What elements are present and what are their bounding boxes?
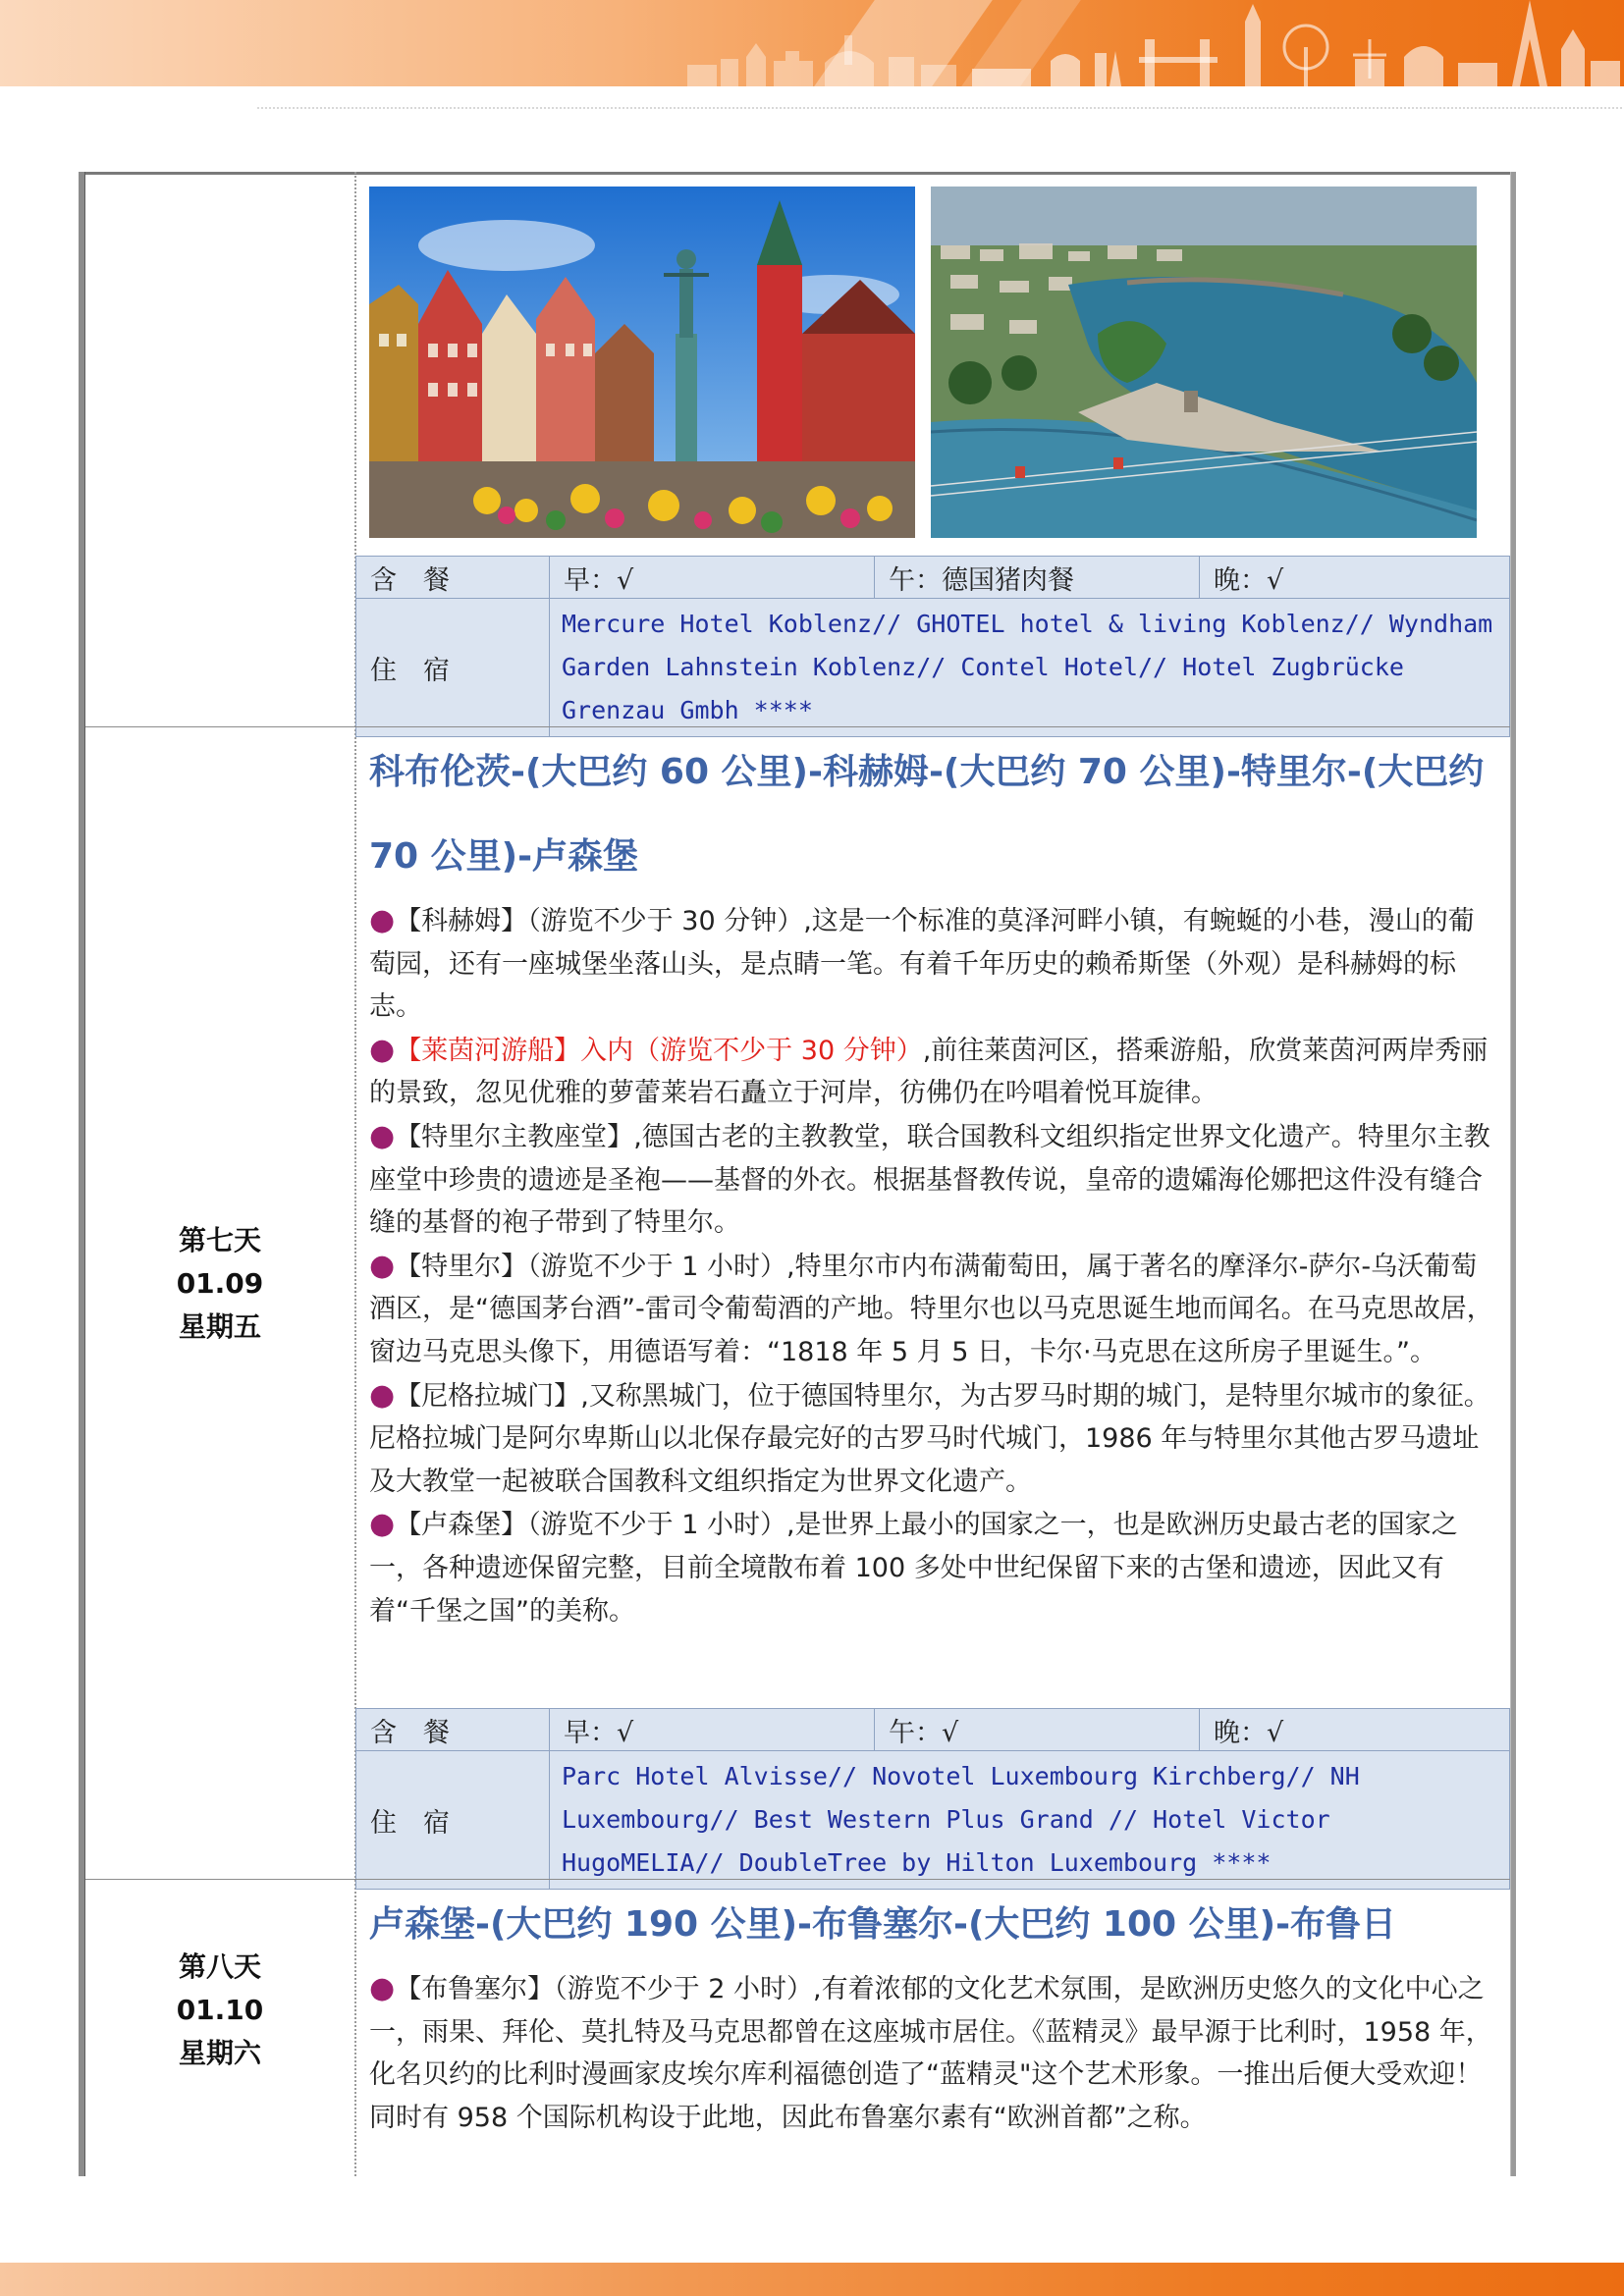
bullet-icon: ● xyxy=(369,1248,396,1283)
row-divider xyxy=(85,726,1510,727)
item-text: （游览不少于 30 分钟）,这是一个标准的莫泽河畔小镇，有蜿蜒的小巷，漫山的葡萄园，还有一座城堡坐落山头，是点睛一笔。有着千年历史的赖希斯堡（外观）是科赫姆的标志。 xyxy=(369,906,1475,1023)
footer-bar xyxy=(0,2263,1624,2296)
bullet-icon: ● xyxy=(369,1118,396,1153)
bullet-icon: ● xyxy=(369,1507,396,1542)
meals-hotel-table xyxy=(355,1708,1510,1890)
meals-hotel-table-top xyxy=(355,556,1510,737)
hotel-list: Mercure Hotel Koblenz// GHOTEL hotel & living Koblenz// Wyndham Garden Lahnstein Koblenz// Contel Hotel// Hotel Zugbrücke Grenzau Gmbh **** xyxy=(550,599,1510,737)
dinner-cell: 晚：√ xyxy=(1200,1709,1510,1751)
hotel-row xyxy=(356,1751,1510,1890)
bullet-icon: ● xyxy=(369,903,396,937)
day-weekday: 星期五 xyxy=(178,1310,261,1343)
breakfast-cell: 早：√ xyxy=(550,557,875,599)
meals-row xyxy=(356,1709,1510,1751)
itinerary-item xyxy=(369,1374,1500,1504)
table-right-border xyxy=(1510,172,1516,2176)
day8-label xyxy=(85,1946,354,2075)
day-weekday: 星期六 xyxy=(178,2037,261,2069)
itinerary-item xyxy=(369,1245,1500,1374)
itinerary-item xyxy=(369,1029,1500,1115)
item-text: ,前往莱茵河区，搭乘游船，欣赏莱茵河两岸秀丽的景致，忽见优雅的萝蕾莱岩石矗立于河岸，彷佛仍在吟唱着悦耳旋律。 xyxy=(369,1035,1489,1109)
itinerary-item xyxy=(369,899,1500,1029)
item-text: ,又称黑城门，位于德国特里尔，为古罗马时期的城门，是特里尔城市的象征。尼格拉城门是阿尔卑斯山以北保存最完好的古罗马时代城门，1986 年与特里尔其他古罗马遗址及大教堂一起被联合国教科文组织指定为世界文化遗产。 xyxy=(369,1380,1490,1497)
day8-itinerary xyxy=(369,1967,1500,2139)
day-date: 01.10 xyxy=(176,1994,264,2026)
koblenz-deutsches-eck-photo xyxy=(931,187,1477,538)
day-number: 第八天 xyxy=(178,1950,261,1983)
day8-route-title: 卢森堡-(大巴约 190 公里)-布鲁塞尔-(大巴约 100 公里)-布鲁日 xyxy=(369,1904,1397,1945)
meals-label: 含 餐 xyxy=(356,557,550,599)
item-title: 【特里尔】 xyxy=(395,1251,528,1282)
header-banner xyxy=(0,0,1624,86)
dinner-cell: 晚：√ xyxy=(1200,557,1510,599)
bullet-icon: ● xyxy=(369,1377,396,1413)
lunch-cell: 午：√ xyxy=(875,1709,1200,1751)
item-title: 【布鲁塞尔】 xyxy=(395,1974,555,2004)
itinerary-item xyxy=(369,1115,1500,1245)
day7-route-title: 科布伦茨-(大巴约 60 公里)-科赫姆-(大巴约 70 公里)-特里尔-(大巴约 70 公里)-卢森堡 xyxy=(369,752,1485,877)
itinerary-item xyxy=(369,1503,1500,1632)
breakfast-cell: 早：√ xyxy=(550,1709,875,1751)
item-title: 【尼格拉城门】 xyxy=(395,1380,581,1412)
meals-row xyxy=(356,557,1510,599)
day7-label xyxy=(85,1219,354,1349)
item-text: （游览不少于 2 小时）,有着浓郁的文化艺术氛围，是欧洲历史悠久的文化中心之一，雨果、拜伦、莫扎特及马克思都曾在这座城市居住。《蓝精灵》最早源于比利时，1958 年，化名贝约的比利时漫画家皮埃尔库利福德创造了“蓝精灵"这个艺术形象。一推出后便大受欢迎！同时有 958 个国际机构设于此地，因此布鲁塞尔素有“欧洲首都”之称。 xyxy=(369,1974,1492,2133)
city-skyline-icon xyxy=(677,0,1620,86)
row-divider xyxy=(85,1879,1510,1880)
header-dotted-rule xyxy=(257,107,1622,109)
lunch-cell: 午：德国猪肉餐 xyxy=(875,557,1200,599)
hotel-label: 住 宿 xyxy=(356,599,550,737)
item-title: 【卢森堡】 xyxy=(395,1510,528,1541)
meals-label: 含 餐 xyxy=(356,1709,550,1751)
item-text: （游览不少于 1 小时）,特里尔市内布满葡萄田，属于著名的摩泽尔-萨尔-乌沃葡萄酒区，是“德国茅台酒”-雷司令葡萄酒的产地。特里尔也以马克思诞生地而闻名。在马克思故居，窗边马克思头像下，用德语写着：“1818 年 5 月 5 日，卡尔·马克思在这所房子里诞生。”。 xyxy=(369,1251,1493,1367)
bullet-icon: ● xyxy=(369,1971,396,2005)
bullet-icon: ● xyxy=(369,1032,396,1067)
day7-itinerary xyxy=(369,899,1500,1632)
day-date: 01.09 xyxy=(176,1267,264,1300)
table-left-border xyxy=(79,172,85,2176)
itinerary-item xyxy=(369,1967,1500,2139)
item-text: ,德国古老的主教教堂，联合国教科文组织指定世界文化遗产。特里尔主教座堂中珍贵的遗迹是圣袍——基督的外衣。根据基督教传说，皇帝的遗孀海伦娜把这件没有缝合缝的基督的袍子带到了特里尔。 xyxy=(369,1121,1490,1239)
hotel-row xyxy=(356,599,1510,737)
hotel-label: 住 宿 xyxy=(356,1751,550,1890)
item-title: 【特里尔主教座堂】 xyxy=(395,1121,634,1152)
item-title: 【莱茵河游船】入内（游览不少于 30 分钟） xyxy=(395,1035,923,1066)
frankfurt-roemerberg-photo xyxy=(369,187,915,538)
hotel-list: Parc Hotel Alvisse// Novotel Luxembourg Kirchberg// NH Luxembourg// Best Western Plus Grand // Hotel Victor HugoMELIA// DoubleTree by Hilton Luxembourg **** xyxy=(550,1751,1510,1890)
item-title: 【科赫姆】 xyxy=(395,906,528,936)
item-text: （游览不少于 1 小时）,是世界上最小的国家之一，也是欧洲历史最古老的国家之一，各种遗迹保留完整，目前全境散布着 100 多处中世纪保留下来的古堡和遗迹，因此又有着“千堡之国”的美称。 xyxy=(369,1510,1458,1627)
table-top-border xyxy=(79,172,1515,175)
day-number: 第七天 xyxy=(178,1224,261,1256)
